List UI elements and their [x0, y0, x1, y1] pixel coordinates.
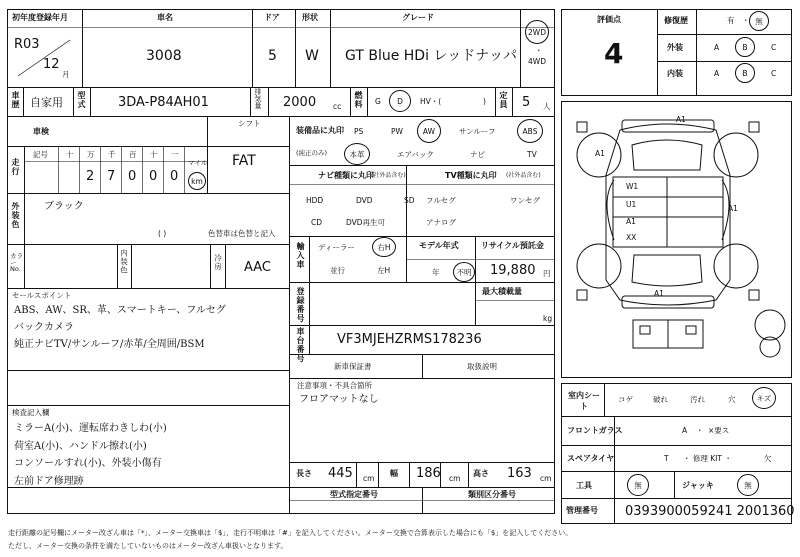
door-label: ドア	[264, 13, 280, 22]
int-b-circled: B	[735, 63, 755, 83]
imp-left: 左H	[377, 266, 391, 275]
equip-leather-circled: 本革	[344, 143, 370, 165]
equip-tv: TV	[527, 150, 537, 159]
recycle-label: リサイクル預託金	[481, 241, 544, 250]
notes-label: 注意事項・不具合箇所	[297, 381, 372, 390]
ext-label: 外装	[667, 43, 683, 52]
glass-a: A	[682, 426, 688, 435]
tv-title: TV種類に丸印	[445, 171, 497, 180]
unit-4: 十	[150, 150, 158, 159]
imp-dealer: ディーラー	[318, 243, 355, 252]
shift-value: FAT	[232, 153, 256, 169]
seat-ana: 穴	[728, 395, 736, 404]
glass-label: フロントガラス	[567, 426, 623, 435]
nav-dvdplay: DVD再生可	[346, 218, 386, 227]
shaken-label: 車検	[33, 127, 49, 136]
chassis-value: VF3MJEHZRMS178236	[337, 332, 482, 347]
jack-label: ジャッキ	[682, 481, 714, 490]
int-color-label: 内装色	[119, 249, 129, 275]
digit-5: 0	[170, 169, 179, 184]
unit-1: 万	[87, 150, 95, 159]
footer-line-1: 走行距離の記号欄にメーター改ざん車は「*」、メーター交換車は「$」、走行不明車は「#」を記入してください。メーター交換で合算表示した場合にも「$」を記入してください。	[8, 529, 573, 537]
grade: GT Blue HDi レッドナッパ	[345, 48, 518, 64]
drive-2wd-circled: 2WD	[525, 20, 549, 44]
recycle-value: 19,880	[490, 263, 536, 278]
ac-value: AAC	[244, 260, 271, 275]
manual-book: 取扱説明	[467, 362, 497, 371]
seat-yabure: 破れ	[653, 395, 668, 404]
nav-cd: CD	[311, 218, 323, 227]
color-label: 外装色	[11, 202, 20, 229]
mileage-label: 走行	[11, 158, 20, 176]
notes-text: フロアマットなし	[299, 394, 379, 405]
car-name: 3008	[146, 48, 182, 64]
equip-navi: ナビ	[470, 150, 485, 159]
mgmt-value: 0393900059241 2001360	[625, 504, 795, 519]
seat-koge: コゲ	[618, 395, 633, 404]
color-paren: ( )	[158, 229, 167, 238]
hei-label: 高さ	[473, 469, 489, 478]
equip-pw: PW	[391, 127, 403, 136]
equip-abs-circled: ABS	[517, 119, 543, 143]
fuel-g: G	[375, 97, 381, 106]
int-a: A	[714, 69, 720, 78]
reg-label: 初年度登録年月	[12, 13, 68, 22]
len-label: 長さ	[296, 469, 312, 478]
jack-none-circled: 無	[737, 474, 759, 496]
ac-label: 冷房	[213, 254, 223, 271]
points-line-2: 純正ナビTV/サンルーフ/赤革/全周囲/BSM	[14, 339, 205, 350]
repair-yes: 有	[727, 16, 735, 25]
points-line-1: バックカメラ	[14, 322, 74, 333]
diag-code-1: A1	[595, 149, 605, 158]
points-line-0: ABS、AW、SR、革、スマートキー、フルセグ	[14, 305, 226, 316]
inspect-label: 検査記入欄	[12, 408, 50, 417]
tv-sub: (社外品含む)	[506, 172, 541, 179]
seat-kizu-circled: キズ	[752, 387, 776, 409]
reg-era: R03	[14, 37, 40, 52]
cap-unit: 人	[543, 102, 551, 111]
digit-2: 7	[107, 169, 116, 184]
diag-code-5: U1	[626, 200, 637, 209]
model: 3DA-P84AH01	[118, 95, 209, 110]
diag-code-7: XX	[626, 233, 637, 242]
equip-airbag: エアバック	[397, 150, 434, 159]
cap: 5	[522, 95, 531, 110]
warranty-book: 新車保証書	[334, 362, 372, 371]
footer-line-2: ただし、メーター交換の条件を満たしていないものはメーター改ざん車扱いとなります。	[8, 542, 288, 550]
reg-month-unit: 月	[62, 70, 70, 79]
colorno-label: カラーNo.	[10, 252, 23, 273]
grade-label: グレード	[402, 13, 434, 22]
nav-hdd: HDD	[306, 196, 324, 205]
tools-none-circled: 無	[627, 474, 649, 496]
cap-label: 定員	[499, 91, 508, 109]
tv-oneseg: ワンセグ	[510, 196, 540, 205]
nav-title: ナビ種類に丸印	[318, 171, 374, 180]
shape-label: 形状	[302, 13, 318, 22]
nav-dvd: DVD	[356, 196, 373, 205]
hei-unit: cm	[540, 474, 552, 483]
spare-label: スペアタイヤ	[567, 454, 615, 463]
use-label: 車歴	[11, 91, 20, 109]
equip-aw-circled: AW	[417, 119, 441, 143]
diag-code-6: A1	[626, 217, 636, 226]
len-value: 445	[328, 466, 353, 481]
imp-label: 輸入車	[296, 242, 305, 269]
color-note: 色替車は色替と記入	[208, 229, 276, 238]
repair-dot: ・	[742, 16, 750, 25]
wid-value: 186	[416, 466, 441, 481]
seat-label: 室内シート	[568, 391, 600, 411]
inspect-line-2: コンソールすれ(小)、外装小傷有	[14, 458, 162, 469]
spare-kit: ・ 修理 KIT ・	[683, 454, 732, 463]
inspect-line-0: ミラーA(小)、運転席わきしわ(小)	[14, 423, 167, 434]
diag-code-2: A1	[728, 204, 738, 213]
equip-title: 装備品に丸印	[296, 126, 344, 135]
tv-fullseg: フルセグ	[426, 196, 456, 205]
tv-analog: アナログ	[426, 218, 456, 227]
recycle-yen: 円	[543, 269, 551, 278]
repair-no-circled: 無	[749, 11, 769, 31]
fuel-label: 燃料	[354, 91, 363, 109]
digit-4: 0	[149, 169, 158, 184]
fuel-d-circled: D	[389, 90, 411, 112]
mile: マイル	[188, 159, 208, 167]
doors: 5	[268, 48, 277, 64]
repair-label: 修復歴	[664, 16, 688, 25]
digit-1: 2	[86, 169, 95, 184]
shift-label: シフト	[238, 119, 261, 128]
unit-2: 千	[108, 150, 116, 159]
reg-month: 12	[43, 57, 60, 72]
class-label: 類別区分番号	[468, 490, 516, 499]
color-value: ブラック	[44, 201, 84, 212]
maxload-kg: kg	[543, 314, 553, 323]
points-label: セールスポイント	[12, 291, 72, 300]
fuel-hv: HV・(	[420, 97, 442, 106]
fuel-close: )	[483, 97, 486, 106]
nav-sd: SD	[404, 196, 415, 205]
disp-label: 排気量	[254, 88, 262, 109]
unit-5: 一	[171, 150, 179, 159]
wid-unit: cm	[449, 474, 461, 483]
equip-sub: (純正のみ)	[296, 149, 328, 157]
ext-a: A	[714, 43, 720, 52]
diag-code-3: A1	[654, 289, 664, 298]
unit-3: 百	[129, 150, 137, 159]
diag-code-0: A1	[676, 115, 686, 124]
shape: W	[305, 48, 319, 64]
diag-code-4: W1	[626, 182, 639, 191]
len-unit: cm	[363, 474, 375, 483]
inspect-line-1: 荷室A(小)、ハンドル擦れ(小)	[14, 441, 147, 452]
hei-value: 163	[507, 466, 532, 481]
drive-sep: ・	[535, 46, 543, 55]
chassis-label: 車台番号	[296, 327, 305, 363]
ext-c: C	[771, 43, 777, 52]
use: 自家用	[30, 96, 63, 109]
nav-sub: (社外品含む)	[371, 172, 406, 179]
regno-label: 登録番号	[296, 287, 305, 323]
score-label: 評価点	[597, 15, 621, 24]
inspect-line-3: 左前ドア修理跡	[14, 476, 84, 487]
drive-4wd: 4WD	[528, 57, 546, 66]
wid-label: 幅	[390, 469, 398, 478]
imp-year: 年	[432, 268, 440, 277]
type-label: 型式指定番号	[330, 490, 378, 499]
mileage-kigo: 記号	[33, 150, 48, 159]
disp-unit: cc	[333, 102, 342, 111]
spare-none: 欠	[764, 454, 772, 463]
spare-t: T	[664, 454, 669, 463]
score-value: 4	[604, 37, 624, 70]
glass-x: ×要ス	[708, 426, 730, 435]
ext-b-circled: B	[735, 37, 755, 57]
imp-right-circled: 右H	[372, 237, 396, 257]
car-name-label: 車名	[157, 13, 173, 22]
digit-3: 0	[128, 169, 137, 184]
imp-unknown-circled: 不明	[453, 262, 475, 282]
model-label: 型式	[77, 91, 86, 109]
equip-ps: PS	[354, 127, 364, 136]
imp-parallel: 並行	[330, 266, 345, 275]
int-c: C	[771, 69, 777, 78]
maxload-label: 最大積載量	[482, 287, 522, 296]
km-circled: km	[188, 172, 206, 190]
disp: 2000	[283, 95, 317, 110]
mgmt-label: 管理番号	[566, 506, 598, 515]
seat-yogore: 汚れ	[690, 395, 705, 404]
unit-0: 十	[66, 150, 74, 159]
equip-sunroof: サンルーフ	[459, 127, 496, 136]
model-year-label: モデル年式	[419, 241, 459, 250]
glass-sep: ・	[696, 426, 704, 435]
int-label: 内装	[667, 69, 683, 78]
tools-label: 工具	[576, 481, 592, 490]
